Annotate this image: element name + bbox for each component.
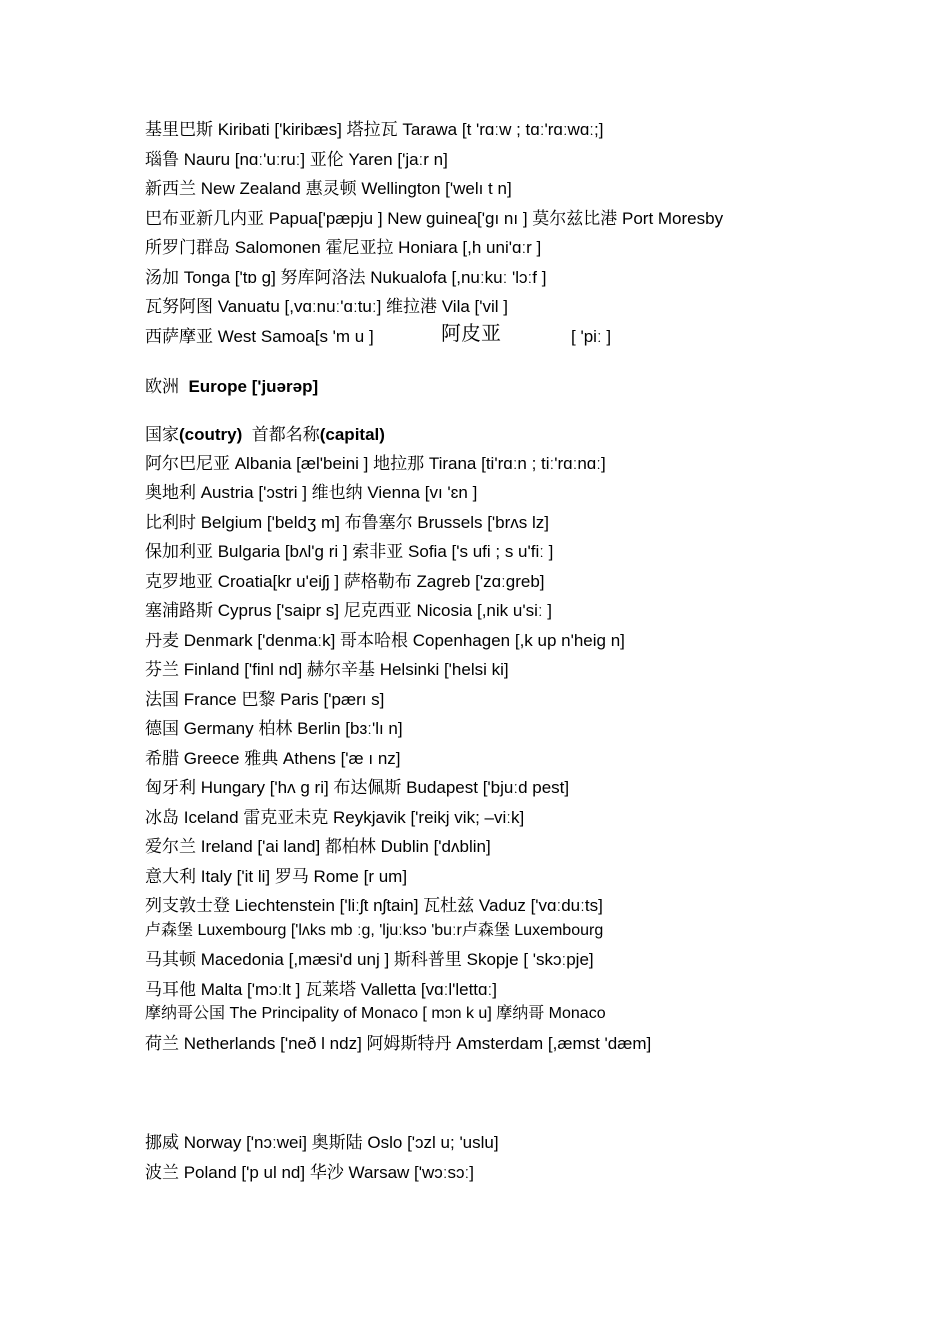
entry-papua-new-guinea: 巴布亚新几内亚 Papua['pæpju ] New guinea['gı nı ] 莫尔兹比港 Port Moresby [145, 209, 724, 228]
entry-malta: 马耳他 Malta ['mɔːlt ] 瓦莱塔 Valletta [vɑːl'lettɑː] [145, 980, 497, 999]
entry-austria: 奥地利 Austria ['ɔstri ] 维也纳 Vienna [vı 'ɛn ] [145, 483, 478, 502]
entry-western-samoa [145, 321, 612, 348]
entry-netherlands: 荷兰 Netherlands ['neð l ndz] 阿姆斯特丹 Amsterdam [,æmst 'dæm] [145, 1034, 652, 1053]
apia-label: 阿皮亚 [441, 321, 501, 345]
entry-france: 法国 France 巴黎 Paris ['pærı s] [145, 690, 385, 709]
entry-luxembourg: 卢森堡 Luxembourg ['lʌks mb ːg, 'ljuːksɔ 'buːr卢森堡 Luxembourg [145, 922, 604, 939]
entry-poland: 波兰 Poland ['p ul nd] 华沙 Warsaw ['wɔːsɔː] [145, 1163, 474, 1182]
entry-kiribati: 基里巴斯 Kiribati ['kiribæs] 塔拉瓦 Tarawa [t 'rɑːw ; tɑː'rɑːwɑː;] [145, 120, 604, 139]
entry-belgium: 比利时 Belgium ['beldʒ m] 布鲁塞尔 Brussels ['brʌs lz] [145, 513, 550, 532]
entry-iceland: 冰岛 Iceland 雷克亚未克 Reykjavik ['reikj vik; –viːk] [145, 808, 525, 827]
entry-vanuatu: 瓦努阿图 Vanuatu [,vɑːnuː'ɑːtuː] 维拉港 Vila ['vil ] [145, 297, 509, 316]
entry-hungary: 匈牙利 Hungary ['hʌ g ri] 布达佩斯 Budapest ['bjuːd pest] [145, 778, 570, 797]
section-title-europe [145, 376, 318, 398]
entry-cyprus: 塞浦路斯 Cyprus ['saipr s] 尼克西亚 Nicosia [,nik u'siː ] [145, 601, 553, 620]
entry-solomon-islands: 所罗门群岛 Salomonen 霍尼亚拉 Honiara [,h uni'ɑːr ] [145, 238, 542, 257]
samoa-text: 西萨摩亚 West Samoa[s 'm u ] [145, 327, 374, 346]
capital-header-en: (capital) [319, 425, 385, 444]
entry-liechtenstein: 列支敦士登 Liechtenstein ['liːʃt nʃtain] 瓦杜兹 Vaduz ['vɑːduːts] [145, 896, 603, 915]
entry-greece: 希腊 Greece 雅典 Athens ['æ ı nz] [145, 749, 401, 768]
europe-title-cn: 欧洲 [145, 377, 179, 396]
entry-monaco: 摩纳哥公国 The Principality of Monaco [ mɔn k u] 摩纳哥 Monaco [145, 1005, 606, 1022]
entry-croatia: 克罗地亚 Croatia[kr u'eiʃj ] 萨格勒布 Zagreb ['zɑːgreb] [145, 572, 545, 591]
entry-albania: 阿尔巴尼亚 Albania [æl'beini ] 地拉那 Tirana [ti'rɑːn ; tiː'rɑːnɑː] [145, 454, 606, 473]
entry-macedonia: 马其顿 Macedonia [,mæsi'd unj ] 斯科普里 Skopje [ 'skɔːpje] [145, 950, 594, 969]
entry-bulgaria: 保加利亚 Bulgaria [bʌl'g ri ] 索非亚 Sofia ['s ufi ; s u'fiː ] [145, 542, 554, 561]
country-header-cn: 国家 [145, 425, 179, 444]
apia-pronunciation: [ 'piː ] [571, 327, 612, 346]
entry-germany: 德国 Germany 柏林 Berlin [bɜː'lı n] [145, 719, 403, 738]
entry-norway: 挪威 Norway ['nɔːwei] 奥斯陆 Oslo ['ɔzl u; 'uslu] [145, 1133, 499, 1152]
entry-italy: 意大利 Italy ['it li] 罗马 Rome [r um] [145, 867, 408, 886]
country-header-en: (coutry) [179, 425, 243, 444]
entry-finland: 芬兰 Finland ['finl nd] 赫尔辛基 Helsinki ['helsi ki] [145, 660, 509, 679]
entry-new-zealand: 新西兰 New Zealand 惠灵顿 Wellington ['welı t n] [145, 179, 512, 198]
entry-tonga: 汤加 Tonga ['tɒ g] 努库阿洛法 Nukualofa [,nuːkuː 'lɔːf ] [145, 268, 547, 287]
list-header [145, 424, 385, 446]
entry-denmark: 丹麦 Denmark ['denmaːk] 哥本哈根 Copenhagen [,k up n'heig n] [145, 631, 625, 650]
entry-ireland: 爱尔兰 Ireland ['ai land] 都柏林 Dublin ['dʌblin] [145, 837, 491, 856]
entry-nauru: 瑙鲁 Nauru [nɑː'uːruː] 亚伦 Yaren ['jaːr n] [145, 150, 448, 169]
capital-header-cn: 首都名称 [251, 425, 320, 444]
europe-title-en: Europe ['juərəp] [188, 377, 319, 396]
